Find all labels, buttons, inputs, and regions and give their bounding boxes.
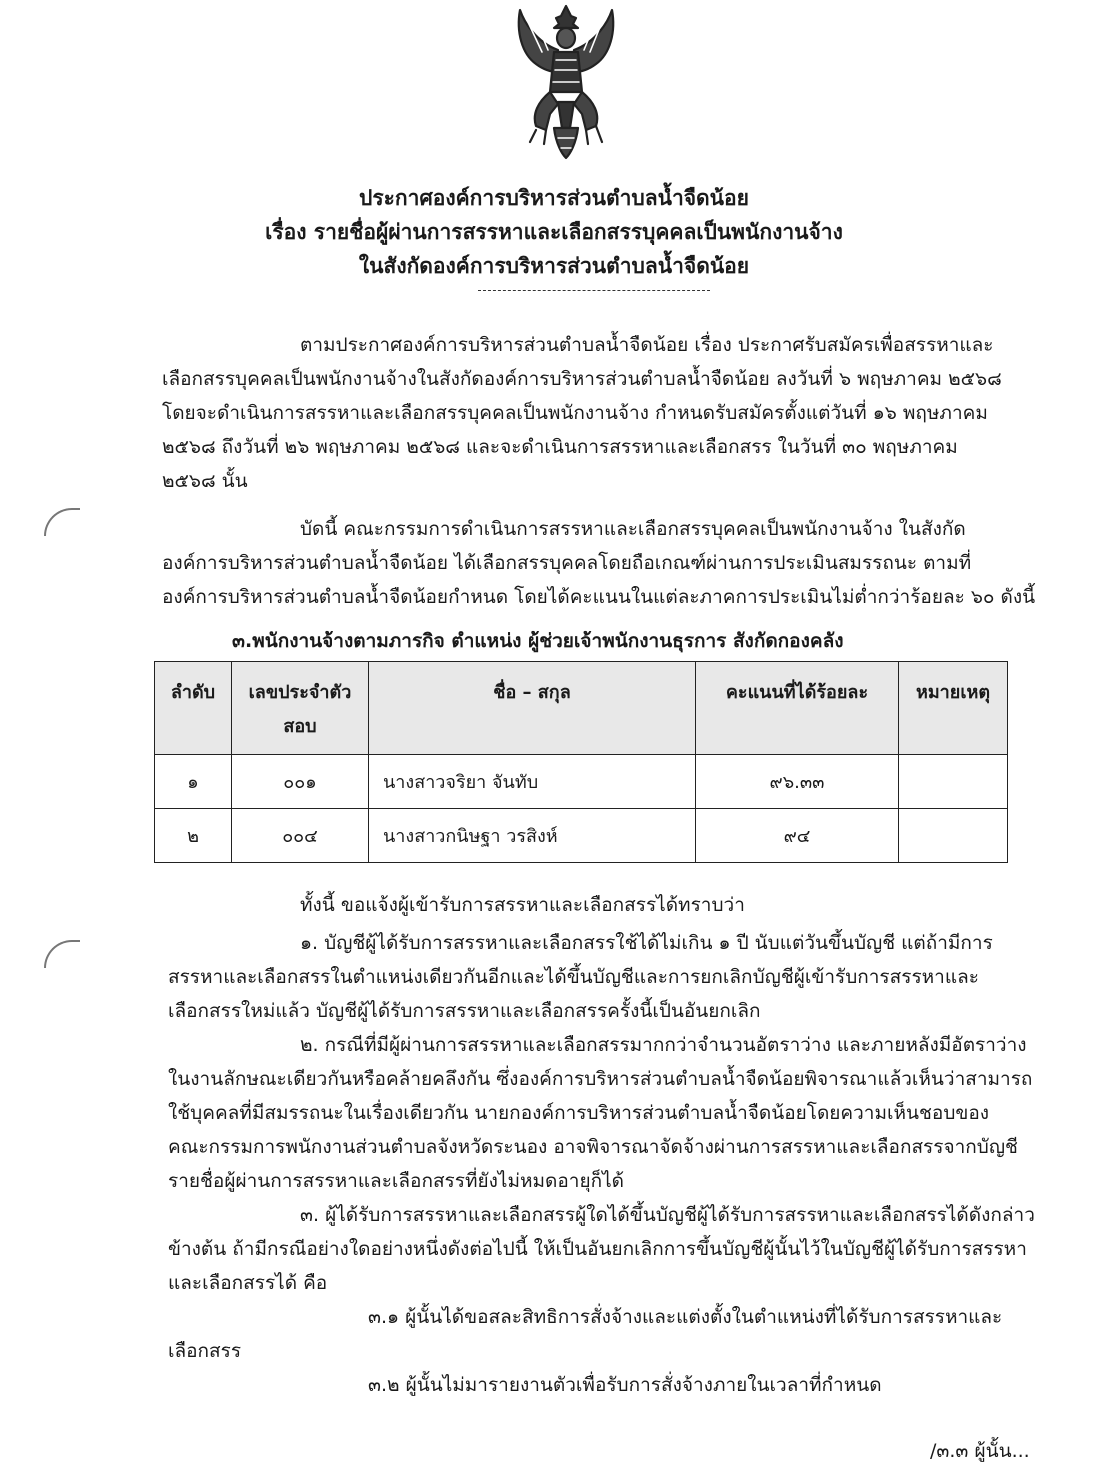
notice-intro: ทั้งนี้ ขอแจ้งผู้เข้ารับการสรรหาและเลือกสรรได้ทราบว่า bbox=[300, 894, 745, 916]
cell-no: ๒ bbox=[155, 809, 232, 863]
committee-line: องค์การบริหารส่วนตำบลน้ำจืดน้อยกำหนด โดยได้คะแนนในแต่ละภาคการประเมินไม่ต่ำกว่าร้อยละ ๖๐ ดังนี้ bbox=[162, 586, 1036, 608]
clause-1-line: สรรหาและเลือกสรรในตำแหน่งเดียวกันอีกและได้ขึ้นบัญชีและการยกเลิกบัญชีผู้เข้ารับการสรรหาและ bbox=[168, 966, 979, 988]
clause-2-line: รายชื่อผู้ผ่านการสรรหาและเลือกสรรที่ยังไม่หมดอายุก็ได้ bbox=[168, 1170, 624, 1192]
garuda-emblem bbox=[506, 2, 626, 162]
cell-name: นางสาวจริยา จันทับ bbox=[369, 755, 696, 809]
committee-line: องค์การบริหารส่วนตำบลน้ำจืดน้อย ได้เลือกสรรบุคคลโดยถือเกณฑ์ผ่านการประเมินสมรรถนะ ตามที่ bbox=[162, 552, 972, 574]
clause-2-line: คณะกรรมการพนักงานส่วนตำบลจังหวัดระนอง อาจพิจารณาจัดจ้างผ่านการสรรหาและเลือกสรรจากบัญชี bbox=[168, 1136, 1018, 1158]
intro-line: ตามประกาศองค์การบริหารส่วนตำบลน้ำจืดน้อย เรื่อง ประกาศรับสมัครเพื่อสรรหาและ bbox=[300, 334, 994, 356]
clause-3-line: และเลือกสรรได้ คือ bbox=[168, 1272, 328, 1294]
results-table bbox=[154, 661, 1008, 863]
header-exam-id-line2: สอบ bbox=[283, 716, 317, 737]
header-no: ลำดับ bbox=[155, 662, 232, 755]
clause-3-1-line: เลือกสรร bbox=[168, 1340, 242, 1362]
clause-3-1-line: ๓.๑ ผู้นั้นได้ขอสละสิทธิการสั่งจ้างและแต่งตั้งในตำแหน่งที่ได้รับการสรรหาและ bbox=[368, 1306, 1003, 1328]
clause-2-line: ในงานลักษณะเดียวกันหรือคล้ายคลึงกัน ซึ่งองค์การบริหารส่วนตำบลน้ำจืดน้อยพิจารณาแล้วเห็นว่าสามารถ bbox=[168, 1068, 1033, 1090]
clause-2-line: ใช้บุคคลที่มีสมรรถนะในเรื่องเดียวกัน นายกองค์การบริหารส่วนตำบลน้ำจืดน้อยโดยความเห็นชอบของ bbox=[168, 1102, 990, 1124]
section-heading: ๓.พนักงานจ้างตามภารกิจ ตำแหน่ง ผู้ช่วยเจ้าพนักงานธุรการ สังกัดกองคลัง bbox=[232, 630, 844, 652]
header-score: คะแนนที่ได้ร้อยละ bbox=[696, 662, 899, 755]
cell-exam-id: ๐๐๑ bbox=[232, 755, 369, 809]
announcement-subject: เรื่อง รายชื่อผู้ผ่านการสรรหาและเลือกสรรบุคคลเป็นพนักงานจ้าง bbox=[265, 220, 843, 244]
clause-3-2-line: ๓.๒ ผู้นั้นไม่มารายงานตัวเพื่อรับการสั่งจ้างภายในเวลาที่กำหนด bbox=[368, 1374, 882, 1396]
intro-line: ๒๕๖๘ นั้น bbox=[162, 470, 248, 492]
continuation-marker: /๓.๓ ผู้นั้น... bbox=[930, 1440, 1030, 1462]
punch-hole-mark bbox=[44, 508, 80, 536]
intro-line: เลือกสรรบุคคลเป็นพนักงานจ้างในสังกัดองค์การบริหารส่วนตำบลน้ำจืดน้อย ลงวันที่ ๖ พฤษภาคม ๒๕๖๘ bbox=[162, 368, 1002, 390]
clause-2-line: ๒. กรณีที่มีผู้ผ่านการสรรหาและเลือกสรรมากกว่าจำนวนอัตราว่าง และภายหลังมีอัตราว่าง bbox=[300, 1034, 1027, 1056]
clause-1-line: ๑. บัญชีผู้ได้รับการสรรหาและเลือกสรรใช้ได้ไม่เกิน ๑ ปี นับแต่วันขึ้นบัญชี แต่ถ้ามีการ bbox=[300, 932, 993, 954]
header-exam-id-line1: เลขประจำตัว bbox=[248, 682, 352, 703]
punch-hole-mark bbox=[44, 940, 80, 968]
table-header-row bbox=[155, 662, 1008, 755]
header-name: ชื่อ – สกุล bbox=[369, 662, 696, 755]
announcement-affiliation: ในสังกัดองค์การบริหารส่วนตำบลน้ำจืดน้อย bbox=[358, 254, 750, 278]
clause-1-line: เลือกสรรใหม่แล้ว บัญชีผู้ได้รับการสรรหาและเลือกสรรครั้งนี้เป็นอันยกเลิก bbox=[168, 1000, 761, 1022]
cell-remark bbox=[899, 809, 1008, 863]
announcement-title: ประกาศองค์การบริหารส่วนตำบลน้ำจืดน้อย bbox=[359, 186, 749, 210]
intro-line: โดยจะดำเนินการสรรหาและเลือกสรรบุคคลเป็นพนักงานจ้าง กำหนดรับสมัครตั้งแต่วันที่ ๑๖ พฤษภาคม bbox=[162, 402, 988, 424]
header-exam-id bbox=[232, 662, 369, 755]
cell-score: ๙๖.๓๓ bbox=[696, 755, 899, 809]
cell-remark bbox=[899, 755, 1008, 809]
title-divider bbox=[478, 290, 710, 291]
cell-no: ๑ bbox=[155, 755, 232, 809]
cell-name: นางสาวกนิษฐา วรสิงห์ bbox=[369, 809, 696, 863]
clause-3-line: ๓. ผู้ได้รับการสรรหาและเลือกสรรผู้ใดได้ขึ้นบัญชีผู้ได้รับการสรรหาและเลือกสรรได้ดังกล่าว bbox=[300, 1204, 1035, 1226]
cell-exam-id: ๐๐๔ bbox=[232, 809, 369, 863]
table-row bbox=[155, 755, 1008, 809]
header-remark: หมายเหตุ bbox=[899, 662, 1008, 755]
cell-score: ๙๔ bbox=[696, 809, 899, 863]
table-row bbox=[155, 809, 1008, 863]
committee-line: บัดนี้ คณะกรรมการดำเนินการสรรหาและเลือกสรรบุคคลเป็นพนักงานจ้าง ในสังกัด bbox=[300, 518, 966, 540]
intro-line: ๒๕๖๘ ถึงวันที่ ๒๖ พฤษภาคม ๒๕๖๘ และจะดำเนินการสรรหาและเลือกสรร ในวันที่ ๓๐ พฤษภาคม bbox=[162, 436, 958, 458]
clause-3-line: ข้างต้น ถ้ามีกรณีอย่างใดอย่างหนึ่งดังต่อไปนี้ ให้เป็นอันยกเลิกการขึ้นบัญชีผู้นั้นไว้ในบัญชีผู้ได้รับการสรรหา bbox=[168, 1238, 1027, 1260]
